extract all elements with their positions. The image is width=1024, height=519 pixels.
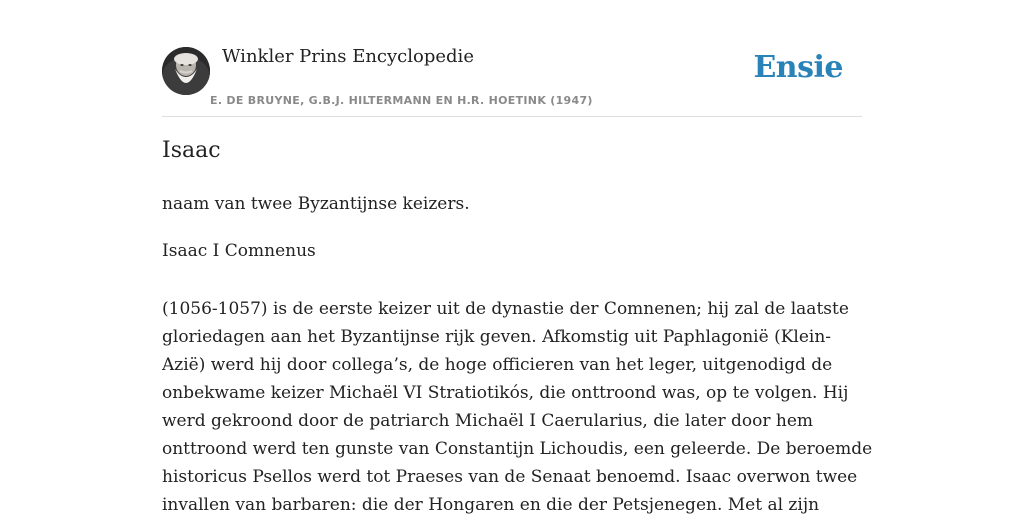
site-name[interactable]: Winkler Prins Encyclopedie <box>222 46 474 67</box>
page <box>162 0 873 515</box>
body-line: gloriedagen aan het Byzantijnse rijk geven. Afkomstig uit Paphlagonië (Klein- <box>162 327 832 347</box>
body-line: onttroond werd ten gunste van Constantijn Lichoudis, een geleerde. De beroemde <box>162 439 873 459</box>
article-intro: naam van twee Byzantijnse keizers. <box>162 194 470 214</box>
body-line: (1056-1057) is de eerste keizer uit de dynastie der Comnenen; hij zal de laatste <box>162 299 849 319</box>
body-line: werd gekroond door de patriarch Michaël I Caerularius, die later door hem <box>162 411 814 431</box>
article-title: Isaac <box>162 138 221 163</box>
site-subtitle: E. DE BRUYNE, G.B.J. HILTERMANN EN H.R. HOETINK (1947) <box>210 94 593 107</box>
site-header <box>162 44 862 117</box>
bearded-man-portrait-icon <box>162 47 210 95</box>
section-heading: Isaac I Comnenus <box>162 241 316 261</box>
article-body <box>162 295 873 519</box>
brand-logo[interactable]: Ensie <box>753 50 843 85</box>
body-line: invallen van barbaren: die der Hongaren en die der Petsjenegen. Met al zijn <box>162 495 820 515</box>
avatar[interactable] <box>162 47 210 95</box>
body-line: Azië) werd hij door collega’s, de hoge officieren van het leger, uitgenodigd de <box>162 355 833 375</box>
body-line: historicus Psellos werd tot Praeses van de Senaat benoemd. Isaac overwon twee <box>162 467 858 487</box>
body-line: onbekwame keizer Michaël VI Stratiotikós, die onttroond was, op te volgen. Hij <box>162 383 849 403</box>
